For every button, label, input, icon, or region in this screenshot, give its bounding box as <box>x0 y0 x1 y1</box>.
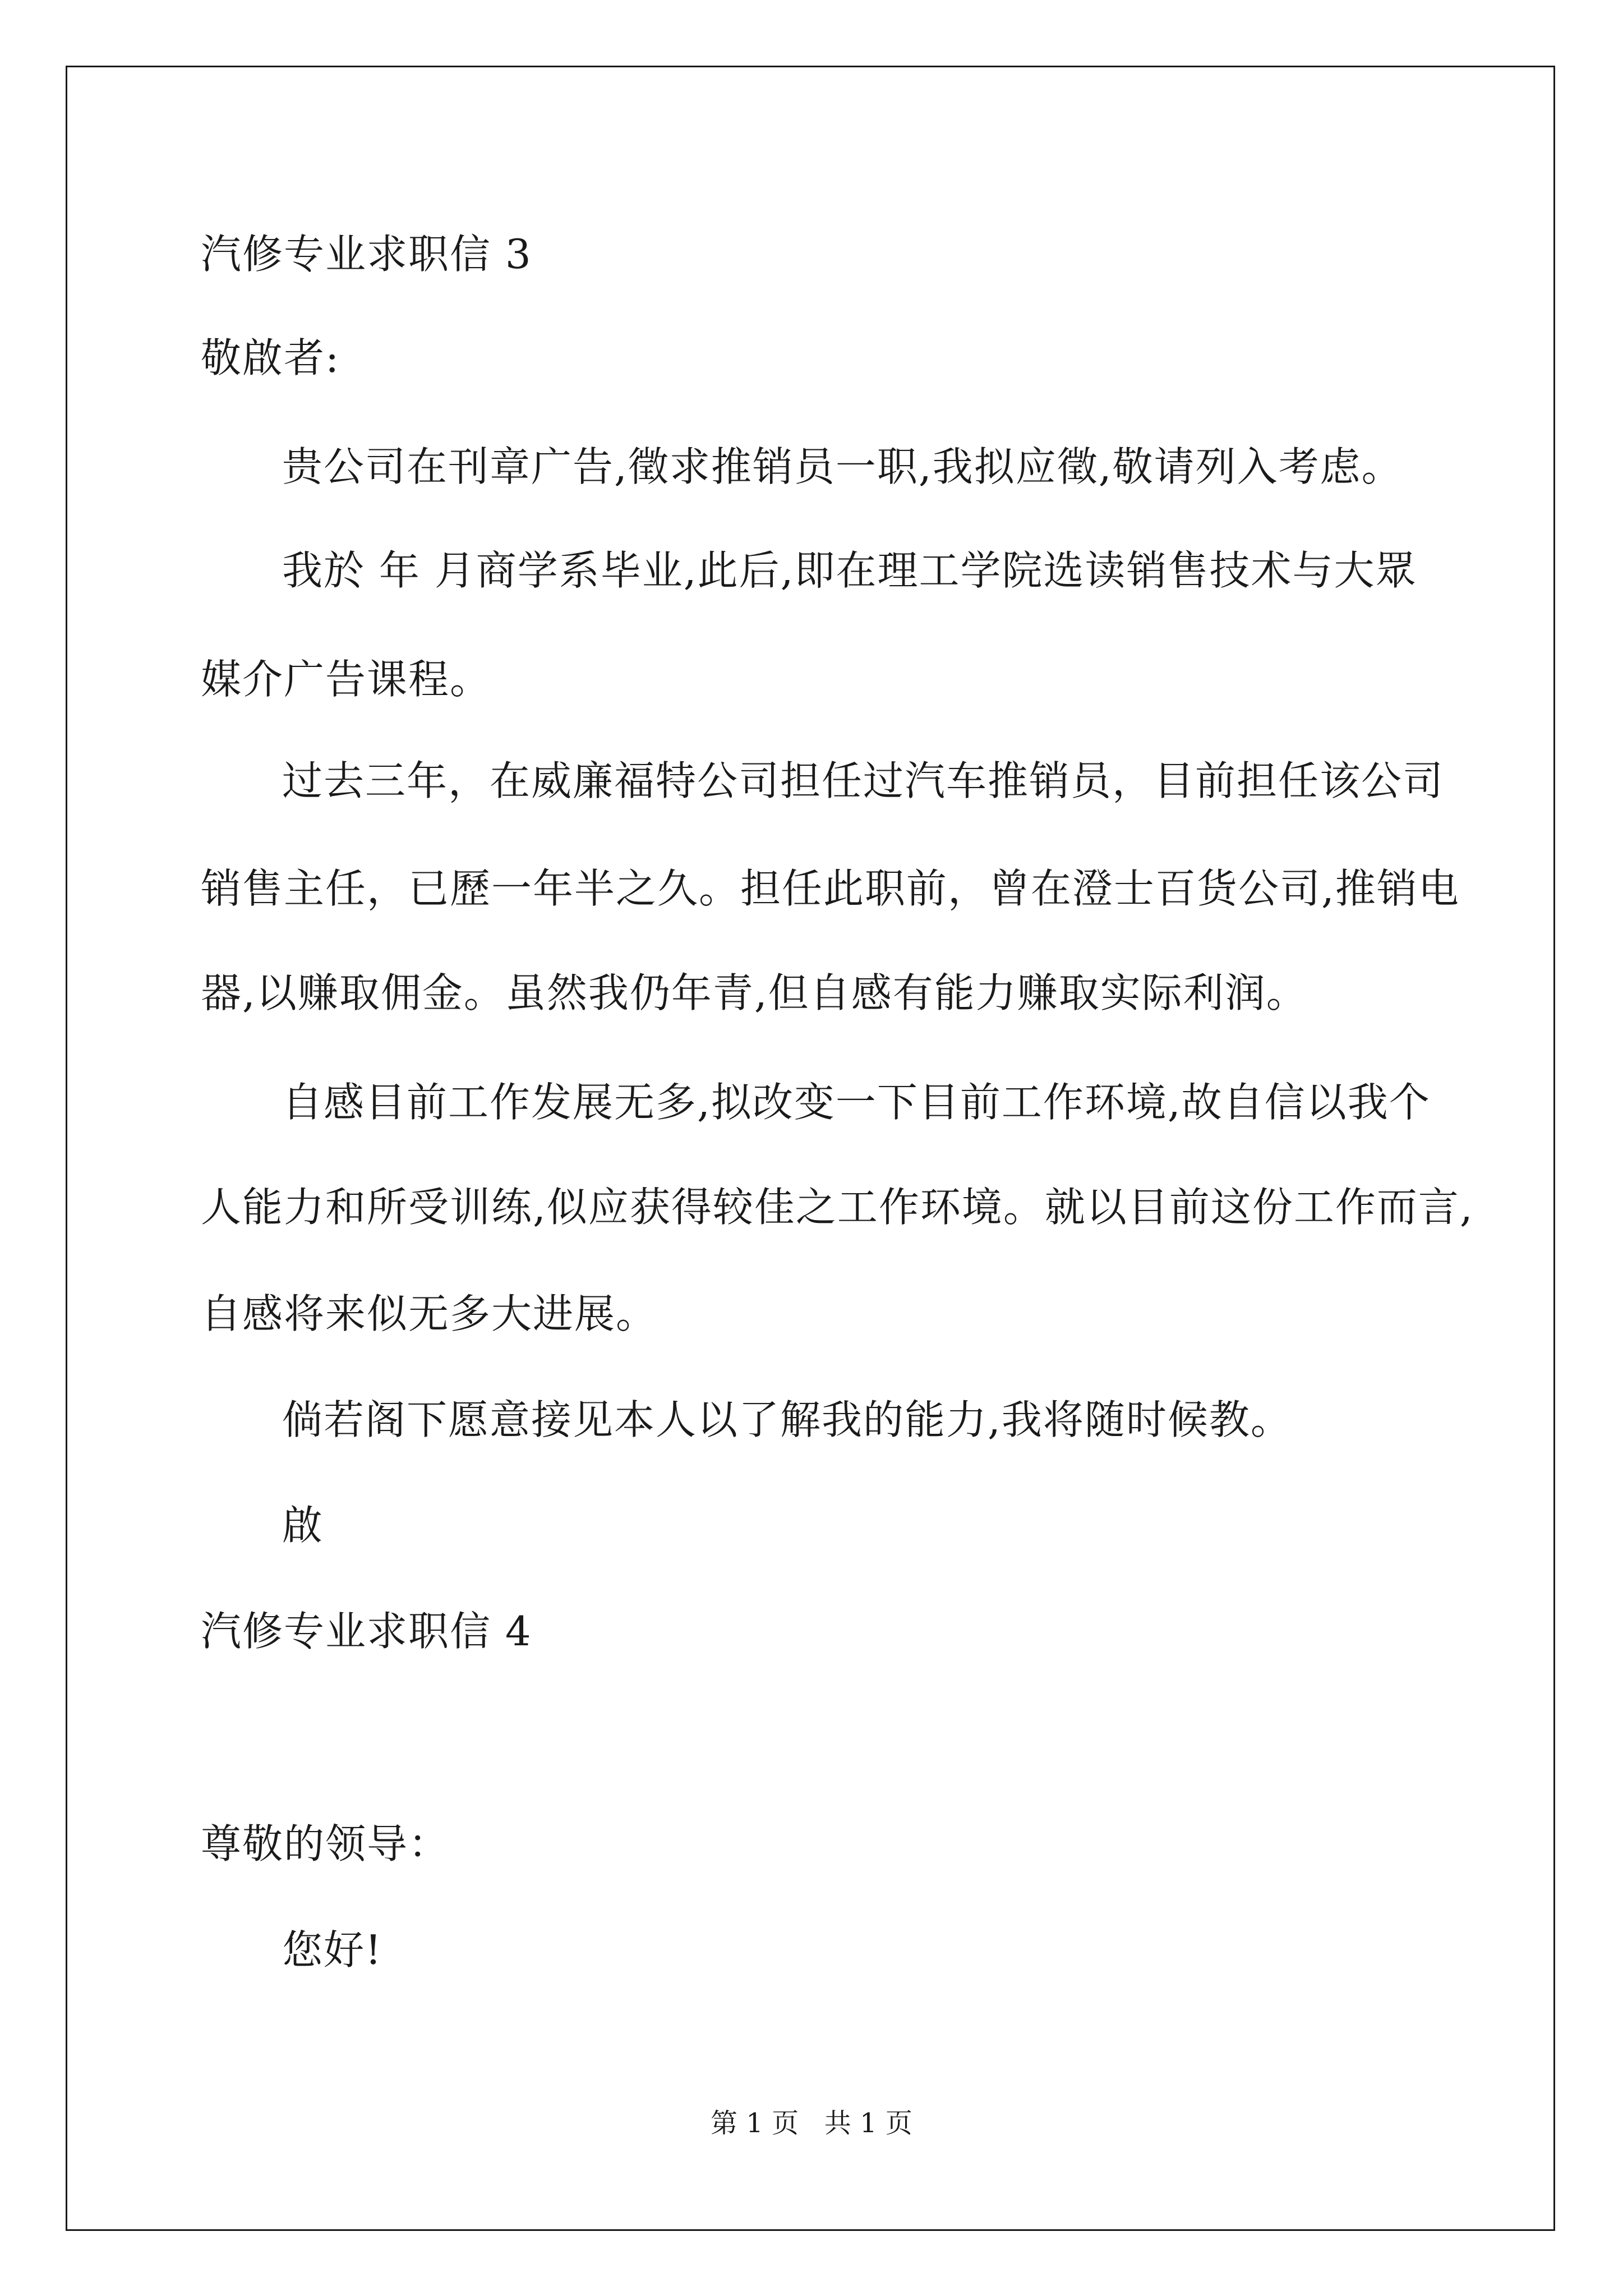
letter3-paragraph-3-line-2: 销售主任，已歷一年半之久。担任此职前，曾在澄士百货公司,推销电 <box>201 865 1460 912</box>
letter3-paragraph-4-line-3: 自感将来似无多大进展。 <box>201 1290 658 1337</box>
page-footer: 第 1 页 共 1 页 <box>711 2108 912 2139</box>
letter4-salutation: 尊敬的领导： <box>201 1820 450 1867</box>
page-border <box>66 66 1555 2231</box>
letter3-paragraph-2-line-1: 我於 年 月商学系毕业,此后,即在理工学院选读销售技术与大眾 <box>282 547 1417 594</box>
letter3-title: 汽修专业求职信 3 <box>201 231 532 278</box>
letter3-salutation: 敬啟者: <box>201 334 340 381</box>
letter3-paragraph-2-line-2: 媒介广告课程。 <box>201 656 492 703</box>
letter4-title: 汽修专业求职信 4 <box>201 1608 532 1655</box>
letter3-paragraph-5-line-1: 倘若阁下愿意接见本人以了解我的能力,我将随时候教。 <box>282 1396 1292 1443</box>
letter3-paragraph-1-line-1: 贵公司在刊章广告,徵求推销员一职,我拟应徵,敬请列入考虑。 <box>282 443 1403 490</box>
letter3-paragraph-4-line-2: 人能力和所受训练,似应获得较佳之工作环境。就以目前这份工作而言, <box>201 1184 1474 1231</box>
letter3-paragraph-3-line-1: 过去三年，在威廉福特公司担任过汽车推销员，目前担任该公司 <box>282 757 1445 804</box>
letter4-greeting: 您好! <box>282 1926 382 1973</box>
letter3-paragraph-4-line-1: 自感目前工作发展无多,拟改变一下目前工作环境,故自信以我个 <box>282 1079 1431 1126</box>
letter3-paragraph-3-line-3: 器,以赚取佣金。虽然我仍年青,但自感有能力赚取实际利润。 <box>201 969 1308 1016</box>
letter3-closing: 啟 <box>282 1502 324 1549</box>
